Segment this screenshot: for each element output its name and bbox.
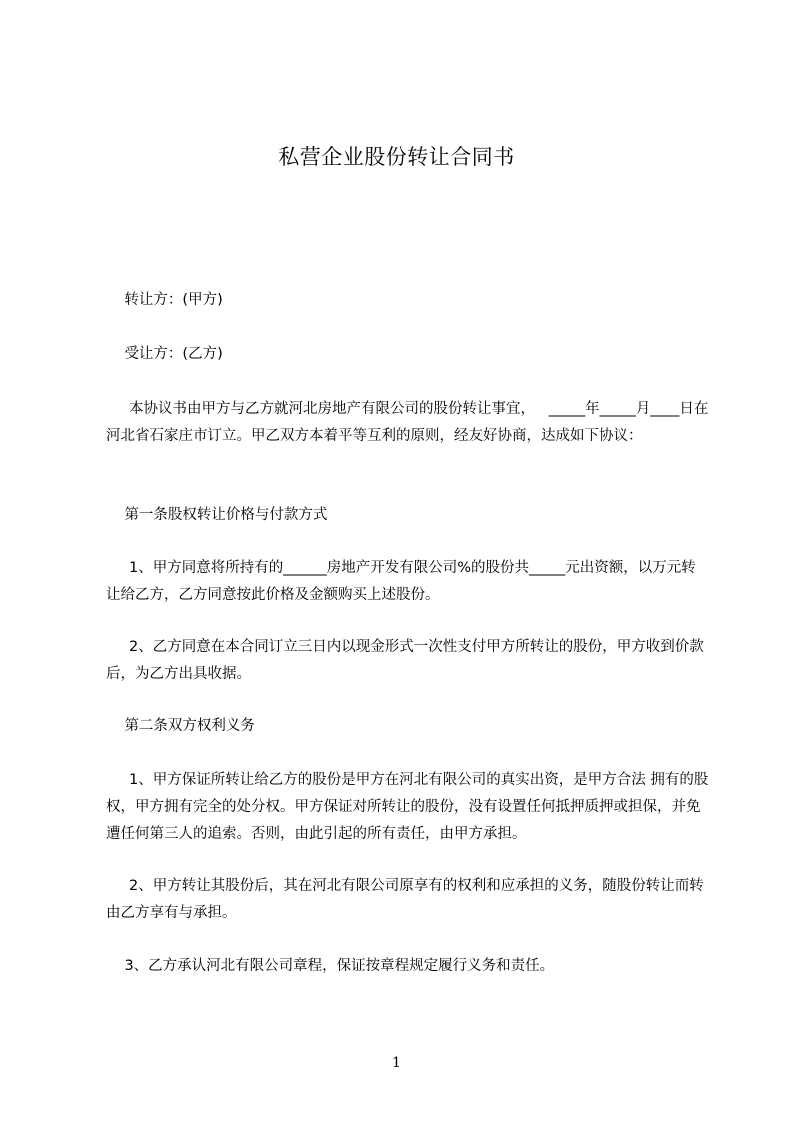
document-title: 私营企业股份转让合同书 [278, 145, 515, 169]
transferor-line: 转让方：(甲方) [106, 292, 223, 308]
article-1-heading: 第一条股权转让价格与付款方式 [106, 507, 328, 523]
article-2-clause-2: 2、甲方转让其股份后，其在河北有限公司原享有的权利和应承担的义务，随股份转让而转由乙方享有与承担。 [106, 878, 704, 921]
article-2-clause-3: 3、乙方承认河北有限公司章程，保证按章程规定履行义务和责任。 [106, 958, 555, 974]
article-2-clause-1: 1、甲方保证所转让给乙方的股份是甲方在河北有限公司的真实出资，是甲方合法 拥有的股权，甲方拥有完全的处分权。甲方保证对所转让的股份，没有设置任何抵押质押或担保，并免遭任何第三人的追索。否则，由此引起的所有责任，由甲方承担。 [106, 772, 709, 842]
page-number: 1 [392, 1055, 401, 1071]
agreement-intro-paragraph: 本协议书由甲方与乙方就河北房地产有限公司的股份转让事宜， _____年_____月____日在河北省石家庄市订立。甲乙双方本着平等互利的原则，经友好协商，达成如下协议： [106, 401, 709, 444]
article-1-clause-2: 2、乙方同意在本合同订立三日内以现金形式一次性支付甲方所转让的股份，甲方收到价款后，为乙方出具收据。 [106, 639, 704, 682]
transferee-line: 受让方：(乙方) [106, 346, 223, 362]
article-1-clause-1: 1、甲方同意将所持有的______房地产开发有限公司%的股份共_____元出资额，以万元转让给乙方，乙方同意按此价格及金额购买上述股份。 [106, 560, 696, 603]
article-2-heading: 第二条双方权利义务 [106, 718, 255, 734]
